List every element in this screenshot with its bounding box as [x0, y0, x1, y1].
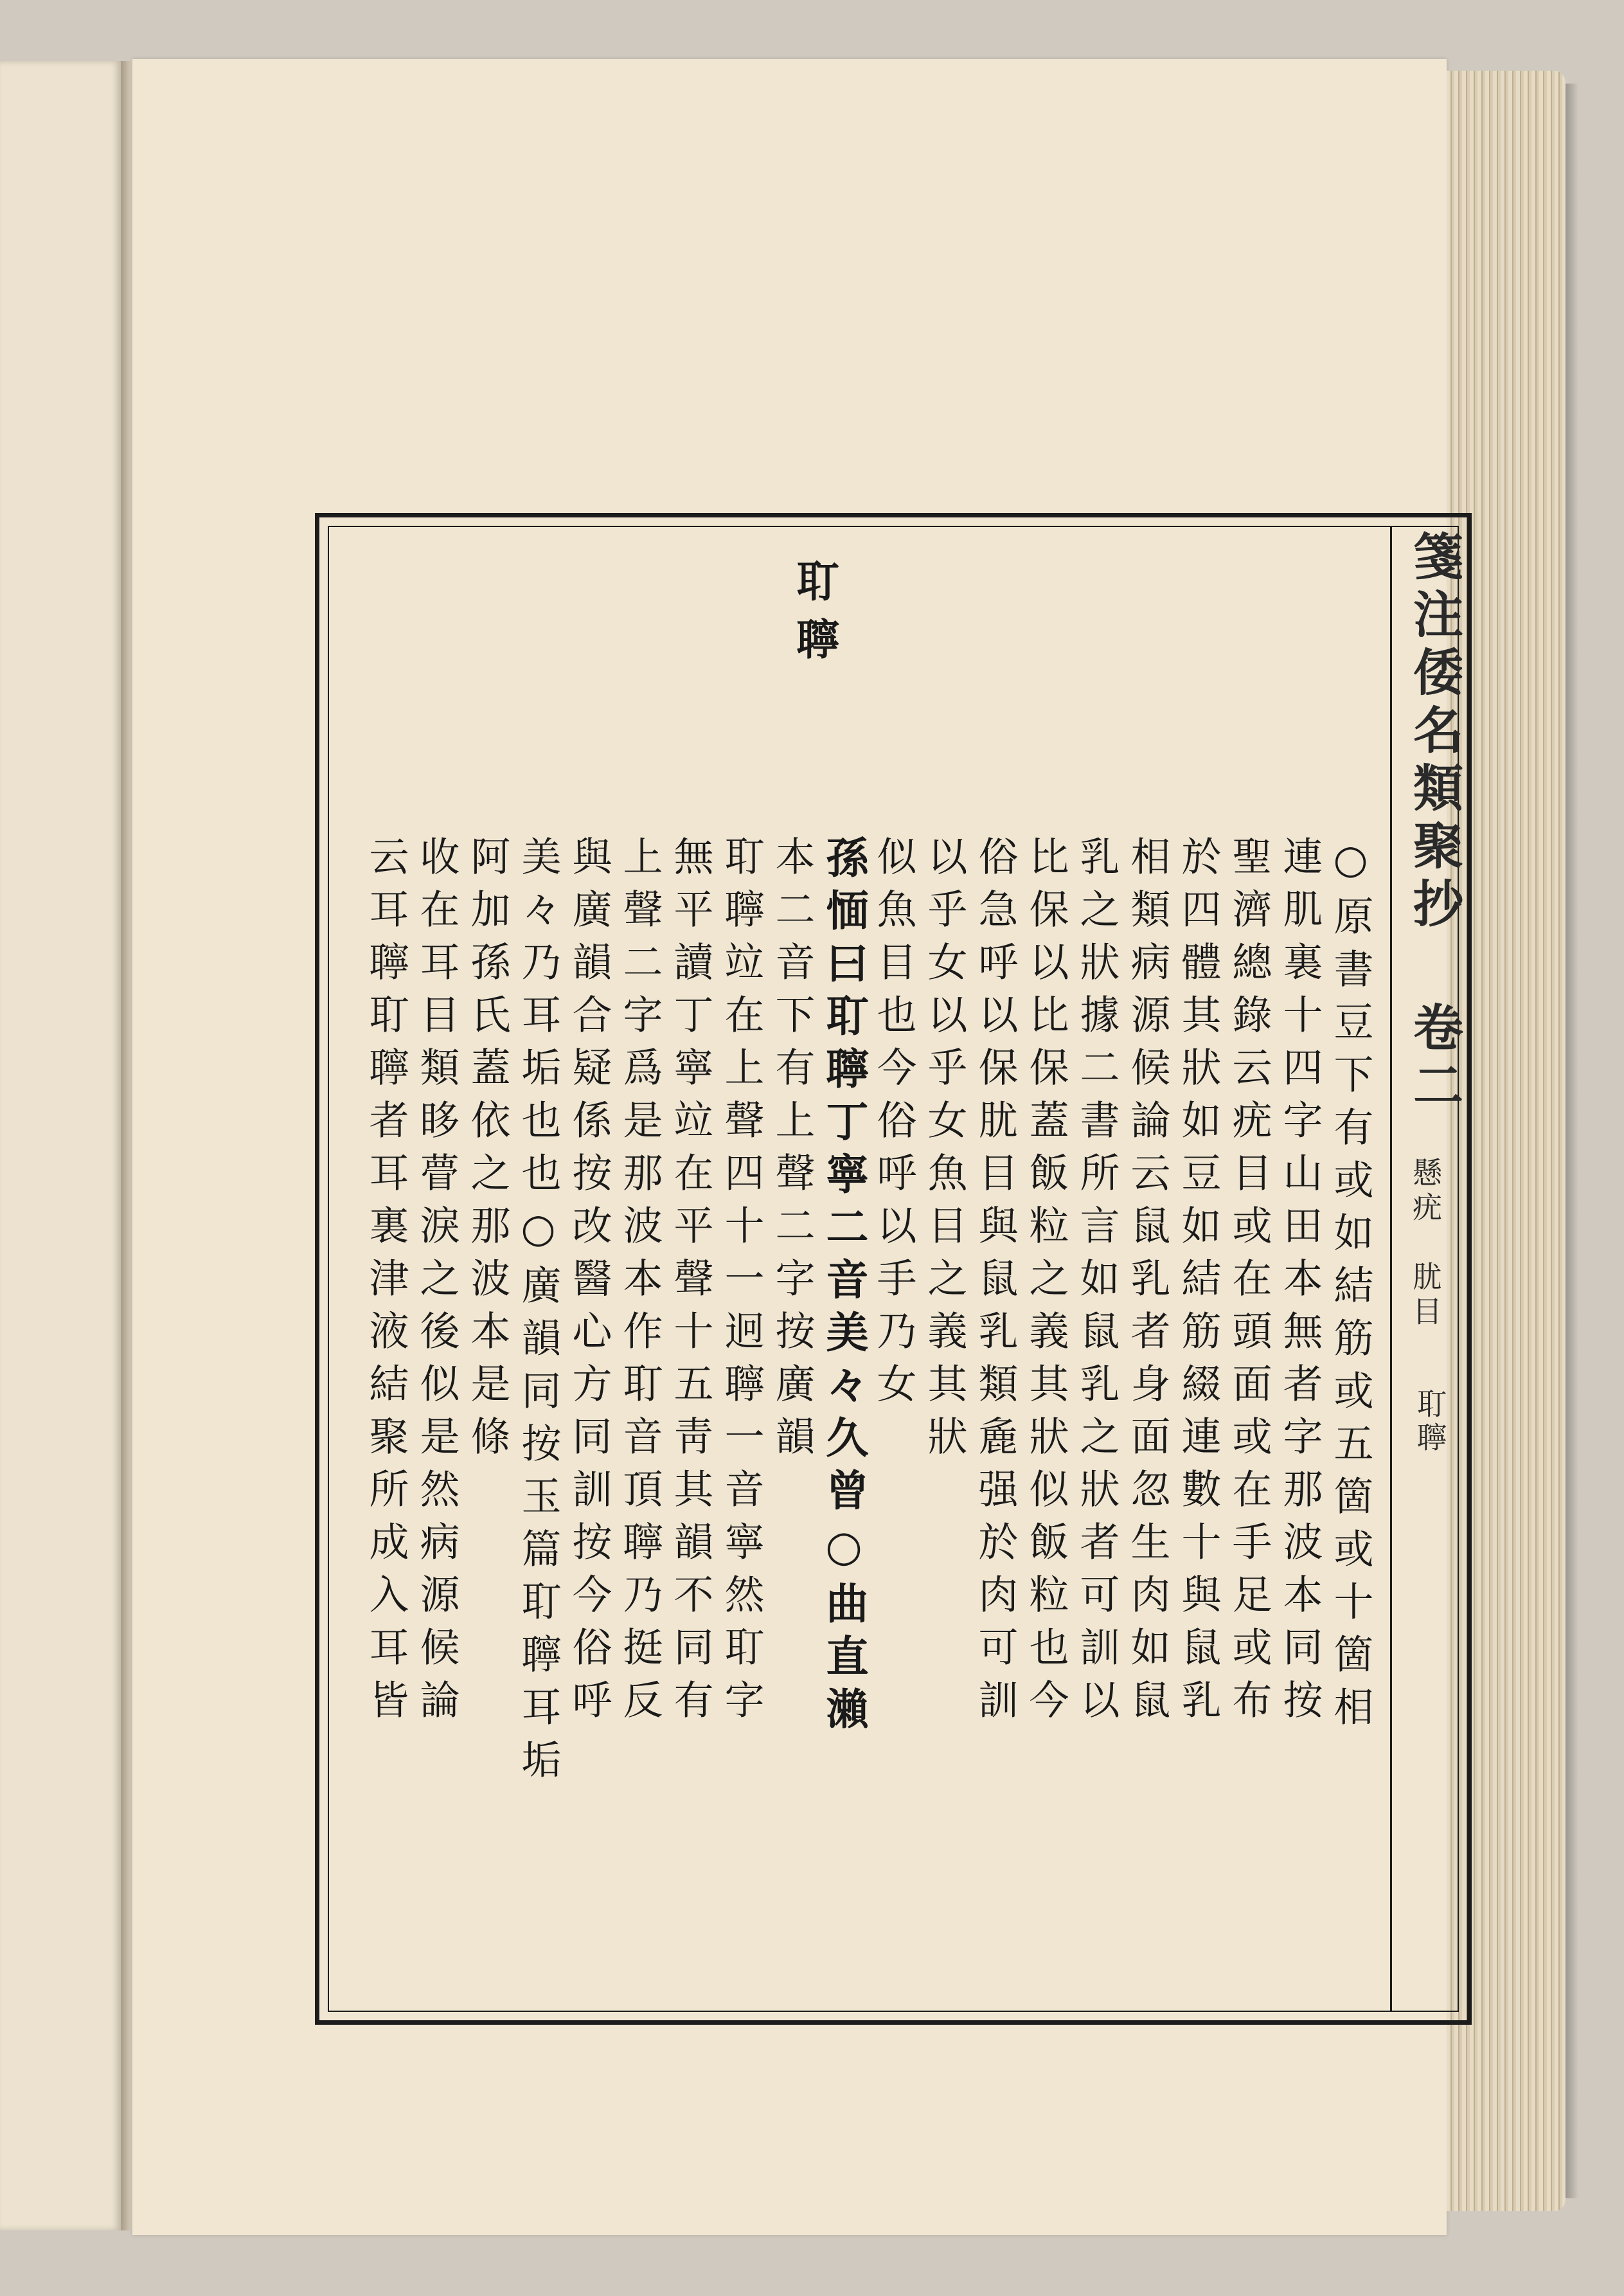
margin-entry-label-2: 耵聹 [1413, 1388, 1447, 1455]
text-column: 以乎女以乎女魚目之義其狀 [921, 836, 968, 1468]
book-gutter [121, 61, 132, 2230]
text-column: 相類病源候論云鼠乳者身面忽生肉如鼠 [1124, 836, 1171, 1732]
page-edges-shadow [1566, 84, 1578, 2198]
margin-book-title: 箋注倭名類聚抄 卷二 [1405, 530, 1463, 1117]
text-column: 與廣韻合疑係按改醫心方同訓按今俗呼 [566, 836, 612, 1732]
text-column: 無平讀丁寧竝在平聲十五靑其韻不同有 [667, 836, 714, 1732]
text-column: ○原書豆下有或如結筋或五箇或十箇相 [1327, 836, 1374, 1739]
text-column: 聖濟總錄云疣目或在頭面或在手足或布 [1226, 836, 1272, 1732]
text-column: 美々乃耳垢也也○廣韻同按玉篇耵聹耳垢 [515, 836, 562, 1791]
facing-page [0, 61, 121, 2230]
text-column: 云耳聹耵聹者耳裏津液結聚所成入耳皆 [362, 836, 409, 1732]
text-column: 連肌裏十四字山田本無者字那波本同按 [1276, 836, 1323, 1732]
text-column: 乳之狀據二書所言如鼠乳之狀者可訓以 [1073, 836, 1120, 1732]
margin-entry-label: 懸疣 肬目 [1408, 1157, 1443, 1331]
text-column: 本二音下有上聲二字按廣韻 [769, 836, 816, 1468]
text-column: 阿加孫氏蓋依之那波本是條 [464, 836, 511, 1468]
text-column: 收在耳目類眵瞢淚之後似是然病源候論 [413, 836, 460, 1732]
margin-divider [1390, 526, 1392, 2012]
text-column: 於四體其狀如豆如結筋綴連數十與鼠乳 [1175, 836, 1222, 1732]
entry-heading-line2: 聹 [789, 617, 839, 668]
text-column: 似魚目也今俗呼以手乃女 [870, 836, 917, 1415]
text-column: 俗急呼以保肬目與鼠乳類麁强於肉可訓 [972, 836, 1019, 1732]
text-column: 比保以比保蓋飯粒之義其狀似飯粒也今 [1022, 836, 1069, 1732]
text-column: 上聲二字爲是那波本作耵音頂聹乃挺反 [616, 836, 663, 1732]
text-column: 孫愐曰耵聹丁寧二音美々久曾○曲直瀨 [819, 836, 869, 1739]
entry-heading-line1: 耵 [789, 559, 839, 611]
text-column: 耵聹竝在上聲四十一迥聹一音寧然耵字 [718, 836, 765, 1732]
